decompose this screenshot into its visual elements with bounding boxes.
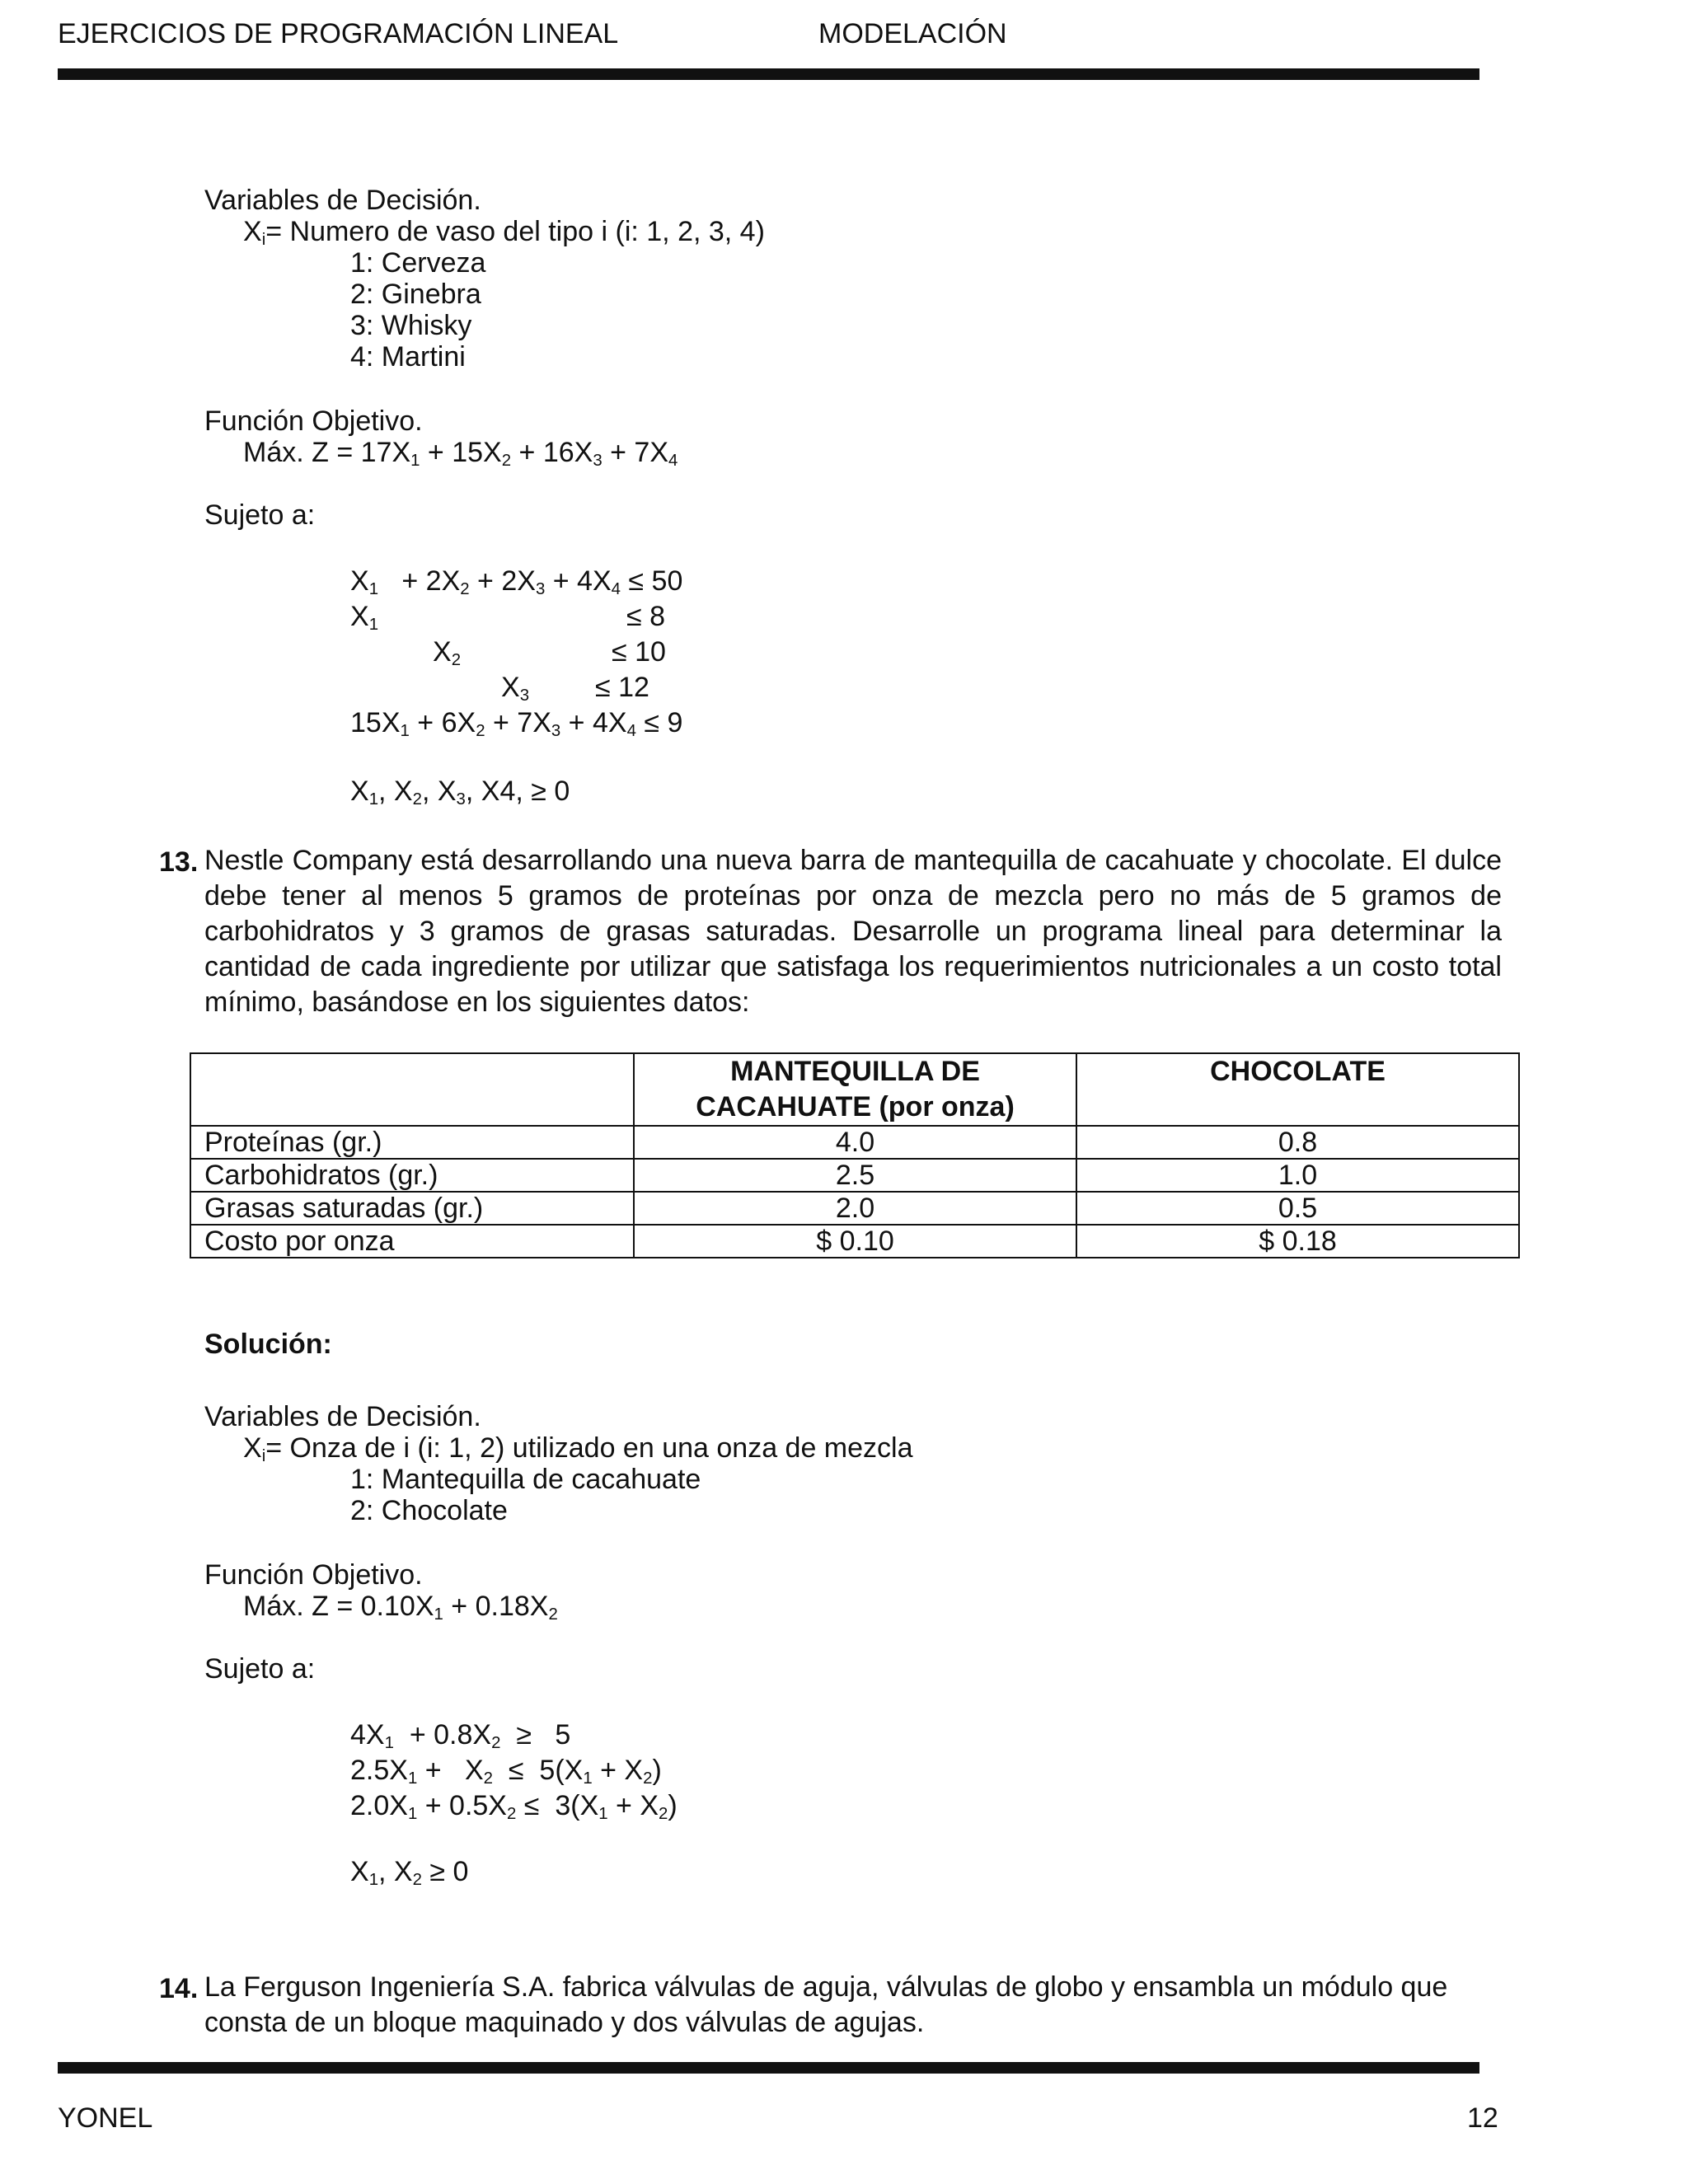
table-cell: 1.0 [1076, 1159, 1519, 1192]
table-cell: $ 0.10 [634, 1225, 1076, 1258]
variable-item: 2: Ginebra [350, 279, 481, 310]
solution-title: Solución: [204, 1329, 332, 1360]
decision-variables-definition: $X_i=$ Numero de vaso del tipo i (i: 1, 2, 3, 4) [243, 216, 765, 250]
table-header-cell: CHOCOLATE [1076, 1053, 1519, 1126]
table-header-row [190, 1053, 1519, 1126]
table-cell: Grasas saturadas (gr.) [190, 1192, 634, 1225]
constraint-rhs: ≤ 8 [626, 601, 666, 632]
constraint: $4X_1 + 0.8X_2 \ge 5$ [350, 1719, 571, 1753]
table-header-cell: MANTEQUILLA DE CACAHUATE (por onza) [634, 1053, 1076, 1126]
table-cell: Carbohidratos (gr.) [190, 1159, 634, 1192]
footer-rule [58, 2062, 1479, 2074]
table-cell: 2.0 [634, 1192, 1076, 1225]
constraint: $2.0X_1 + 0.5X_2 \le 3(X_1 + X_2)$ [350, 1790, 678, 1824]
table-cell: $ 0.18 [1076, 1225, 1519, 1258]
table-cell: 2.5 [634, 1159, 1076, 1192]
decision-variables-definition: $X_i=$ Onza de i (i: 1, 2) utilizado en una onza de mezcla [243, 1432, 913, 1466]
table-cell: Costo por onza [190, 1225, 634, 1258]
variable-item: 2: Chocolate [350, 1495, 508, 1526]
table-header-cell [190, 1053, 634, 1126]
table-row [190, 1159, 1519, 1192]
constraint: $2.5X_1 + X_2 \le 5(X_1 + X_2)$ [350, 1755, 662, 1788]
constraint: $X_1 + 2X_2 + 2X_3 + 4X_4 \le 50$ [350, 565, 683, 599]
constraint-rhs: ≤ 12 [595, 672, 649, 703]
subject-to-label: Sujeto a: [204, 1653, 316, 1685]
constraint: $X_1$ [350, 601, 379, 635]
table-cell: 0.8 [1076, 1126, 1519, 1159]
table-cell: 4.0 [634, 1126, 1076, 1159]
nutrition-table [190, 1052, 1520, 1258]
variable-item: 3: Whisky [350, 310, 472, 341]
constraint-rhs: ≤ 10 [612, 636, 666, 668]
table-cell: Proteínas (gr.) [190, 1126, 634, 1159]
problem-statement: La Ferguson Ingeniería S.A. fabrica válvulas de aguja, válvulas de globo y ensambla un módulo que consta de un bloque maquinado y dos válvulas de agujas. [204, 1971, 1448, 2038]
objective-function: Máx. $Z = 0.10X_1 + 0.18X_2$ [243, 1591, 558, 1624]
variable-item: 1: Mantequilla de cacahuate [350, 1464, 701, 1495]
objective-function-title: Función Objetivo. [204, 405, 423, 437]
constraint: $X_3$ [501, 672, 530, 705]
header-rule [58, 68, 1479, 80]
problem-number: 13. [159, 846, 199, 878]
non-negativity: $X_1$, $X_2$, $X_3$, X4, ≥ 0 [350, 776, 570, 809]
decision-variables-title: Variables de Decisión. [204, 1401, 481, 1432]
decision-variables-title: Variables de Decisión. [204, 185, 481, 216]
table-cell: 0.5 [1076, 1192, 1519, 1225]
page-number: 12 [1467, 2102, 1498, 2134]
table-row [190, 1126, 1519, 1159]
objective-function: Máx. $Z = 17X_1 + 15X_2 + 16X_3 + 7X_4$ [243, 437, 678, 471]
non-negativity: $X_1$, $X_2 \ge 0$ [350, 1856, 469, 1890]
table-row [190, 1192, 1519, 1225]
constraint: $X_2$ [433, 636, 462, 670]
header-section: MODELACIÓN [818, 18, 1007, 49]
variable-item: 1: Cerveza [350, 247, 486, 279]
objective-function-title: Función Objetivo. [204, 1559, 423, 1591]
problem-statement: Nestle Company está desarrollando una nueva barra de mantequilla de cacahuate y chocolate. El dulce debe tener al menos 5 gramos de proteínas por onza de mezcla pero no más de 5 gramos de carbohidratos y 3 gramos de grasas saturadas. Desarrolle un programa lineal para determinar la cantidad de cada ingrediente por utilizar que satisfaga los requerimientos nutricionales a un costo total mínimo, basándose en los siguientes datos: [204, 845, 1502, 1018]
footer-author: YONEL [58, 2102, 153, 2134]
subject-to-label: Sujeto a: [204, 499, 316, 531]
variable-item: 4: Martini [350, 341, 466, 373]
header-title: EJERCICIOS DE PROGRAMACIÓN LINEAL [58, 18, 619, 49]
problem-number: 14. [159, 1973, 199, 2004]
constraint: $15X_1 + 6X_2 + 7X_3 + 4X_4 \le 9$ [350, 707, 683, 741]
table-row [190, 1225, 1519, 1258]
